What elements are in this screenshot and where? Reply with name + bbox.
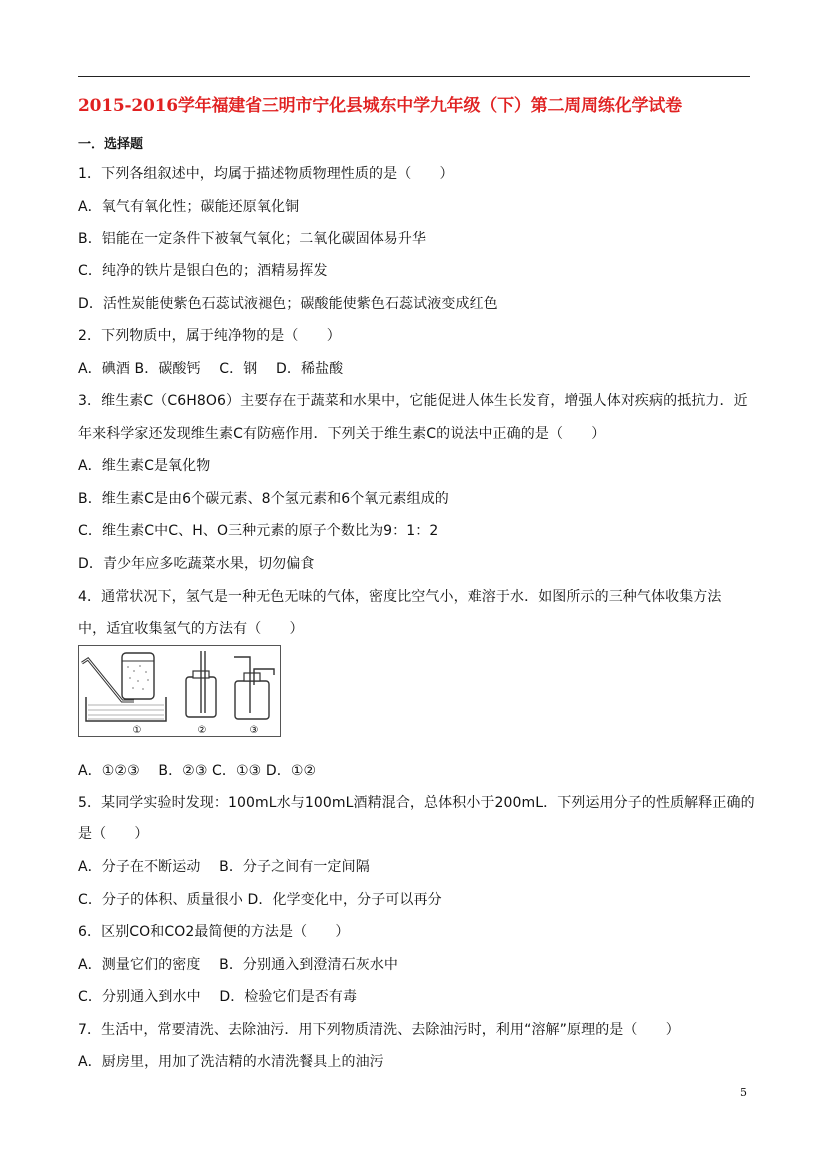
question-line: 是（ ） <box>78 826 149 842</box>
question-line: 年来科学家还发现维生素C有防癌作用．下列关于维生素C的说法中正确的是（ ） <box>78 426 606 442</box>
option-line: D．活性炭能使紫色石蕊试液褪色；碳酸能使紫色石蕊试液变成红色 <box>78 296 498 312</box>
option-line: A．维生素C是氧化物 <box>78 458 211 474</box>
option-line: C．纯净的铁片是银白色的；酒精易挥发 <box>78 263 328 279</box>
question-line: 4．通常状况下，氢气是一种无色无味的气体，密度比空气小，难溶于水．如图所示的三种气体收集方法 <box>78 589 722 605</box>
figure-label: ① <box>132 725 142 736</box>
option-line: C．维生素C中C、H、O三种元素的原子个数比为9：1：2 <box>78 523 439 539</box>
section-heading: 一．选择题 <box>78 137 144 152</box>
option-line: B．维生素C是由6个碳元素、8个氢元素和6个氧元素组成的 <box>78 491 449 507</box>
option-line: A．厨房里，用加了洗洁精的水清洗餐具上的油污 <box>78 1054 384 1070</box>
option-line: C．分子的体积、质量很小 D．化学变化中，分子可以再分 <box>78 892 442 908</box>
option-line: A．碘酒 B．碳酸钙 C．钢 D．稀盐酸 <box>78 361 344 377</box>
page-title: 2015-2016学年福建省三明市宁化县城东中学九年级（下）第二周周练化学试卷 <box>78 96 682 116</box>
option-line: A．氧气有氧化性；碳能还原氧化铜 <box>78 199 300 215</box>
option-line: A．测量它们的密度 B．分别通入到澄清石灰水中 <box>78 957 399 973</box>
option-line: C．分别通入到水中 D．检验它们是否有毒 <box>78 989 358 1005</box>
page-number: 5 <box>740 1086 747 1099</box>
option-line: D．青少年应多吃蔬菜水果，切勿偏食 <box>78 556 315 572</box>
question-line: 中，适宜收集氢气的方法有（ ） <box>78 621 304 637</box>
option-line: B．铝能在一定条件下被氧气氧化；二氧化碳固体易升华 <box>78 231 427 247</box>
option-line: A．①②③ B．②③ C．①③ D．①② <box>78 763 317 779</box>
question-line: 2．下列物质中，属于纯净物的是（ ） <box>78 328 341 344</box>
question-line: 6．区别CO和CO2最简便的方法是（ ） <box>78 924 350 940</box>
figure-label: ③ <box>249 725 259 736</box>
figure-label: ② <box>197 725 207 736</box>
question-line: 5．某同学实验时发现：100mL水与100mL酒精混合，总体积小于200mL．下列运用分子的性质解释正确的 <box>78 795 755 811</box>
option-line: A．分子在不断运动 B．分子之间有一定间隔 <box>78 859 370 875</box>
question-line: 7．生活中，常要清洗、去除油污．用下列物质清洗、去除油污时，利用“溶解”原理的是（ ） <box>78 1022 680 1038</box>
question-line: 1．下列各组叙述中，均属于描述物质物理性质的是（ ） <box>78 166 454 182</box>
header-rule <box>78 76 750 77</box>
gas-collection-figure <box>78 645 281 737</box>
question-line: 3．维生素C（C6H8O6）主要存在于蔬菜和水果中，它能促进人体生长发育，增强人体对疾病的抵抗力．近 <box>78 393 748 409</box>
